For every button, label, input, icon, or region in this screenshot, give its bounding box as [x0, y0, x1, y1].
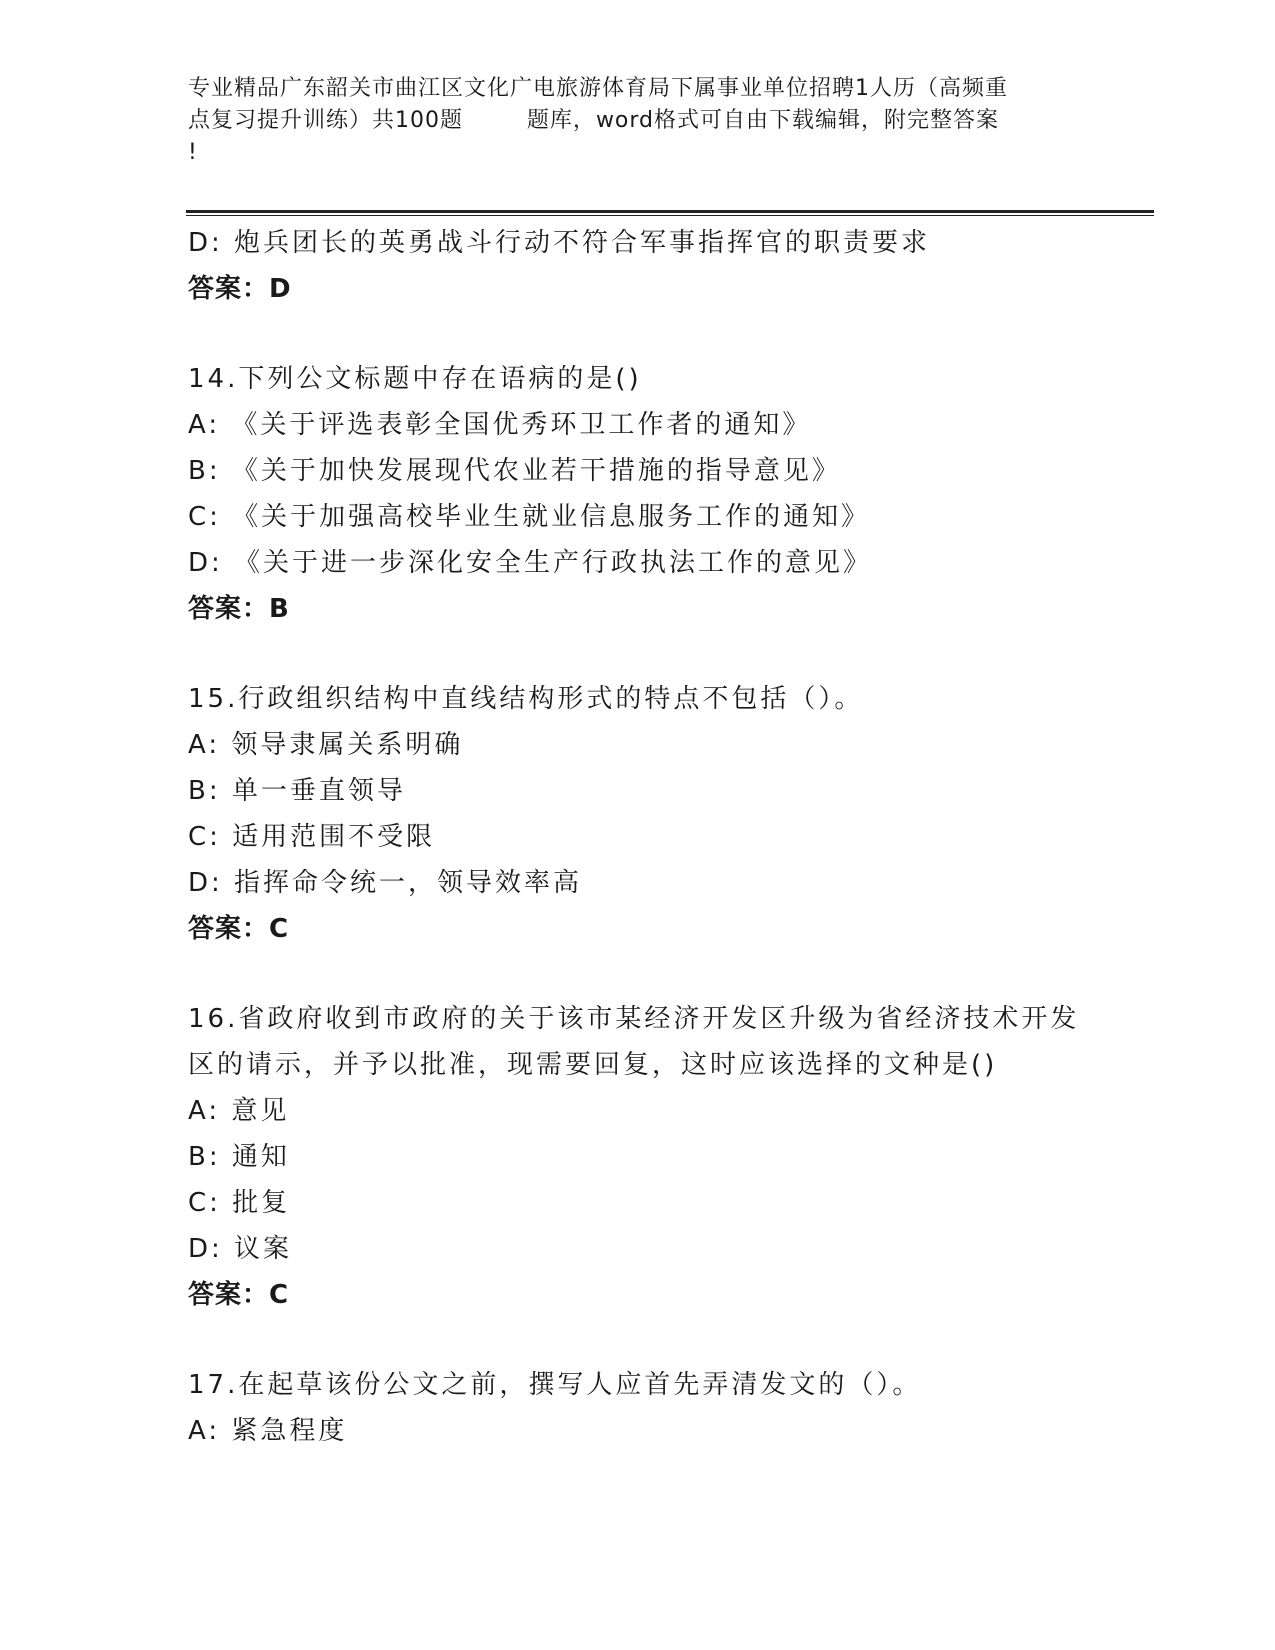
answer: 答案：C [188, 1280, 290, 1310]
header-line-1: 专业精品广东韶关市曲江区文化广电旅游体育局下属事业单位招聘1人历（高频重 [188, 76, 1008, 101]
header-line-3: ! [188, 140, 198, 165]
option-c: C: 批复 [188, 1188, 291, 1218]
prev-question-option-d: D: 炮兵团长的英勇战斗行动不符合军事指挥官的职责要求 [188, 228, 931, 258]
option-d: D: 议案 [188, 1234, 293, 1264]
option-d: D: 指挥命令统一，领导效率高 [188, 868, 583, 898]
answer: 答案：C [188, 914, 290, 944]
question-stem-line-2: 区的请示，并予以批准，现需要回复，这时应该选择的文种是() [188, 1050, 998, 1080]
question-16 [188, 996, 1148, 1318]
option-a: A: 紧急程度 [188, 1416, 348, 1446]
question-stem: 14.下列公文标题中存在语病的是() [188, 364, 642, 394]
option-c: C: 《关于加强高校毕业生就业信息服务工作的通知》 [188, 502, 871, 532]
header-divider-thick [186, 210, 1154, 213]
option-d: D: 《关于进一步深化安全生产行政执法工作的意见》 [188, 548, 873, 578]
option-b: B: 单一垂直领导 [188, 776, 406, 806]
option-b: B: 通知 [188, 1142, 290, 1172]
question-14 [188, 356, 1148, 632]
option-a: A: 领导隶属关系明确 [188, 730, 464, 760]
question-stem: 17.在起草该份公文之前，撰写人应首先弄清发文的（）。 [188, 1370, 922, 1400]
question-15 [188, 676, 1148, 952]
document-header [188, 73, 1088, 169]
option-a: A: 意见 [188, 1096, 290, 1126]
header-line-2: 点复习提升训练）共100题 题库，word格式可自由下载编辑，附完整答案 [188, 108, 1000, 133]
option-a: A: 《关于评选表彰全国优秀环卫工作者的通知》 [188, 410, 812, 440]
prev-question-answer: 答案：D [188, 274, 292, 304]
header-divider-thin [186, 215, 1154, 216]
question-stem-line-1: 16.省政府收到市政府的关于该市某经济开发区升级为省经济技术开发 [188, 1004, 1080, 1034]
answer: 答案：B [188, 594, 290, 624]
question-17 [188, 1362, 1148, 1454]
option-c: C: 适用范围不受限 [188, 822, 436, 852]
option-b: B: 《关于加快发展现代农业若干措施的指导意见》 [188, 456, 841, 486]
question-content [188, 220, 1148, 1454]
question-stem: 15.行政组织结构中直线结构形式的特点不包括（）。 [188, 684, 864, 714]
